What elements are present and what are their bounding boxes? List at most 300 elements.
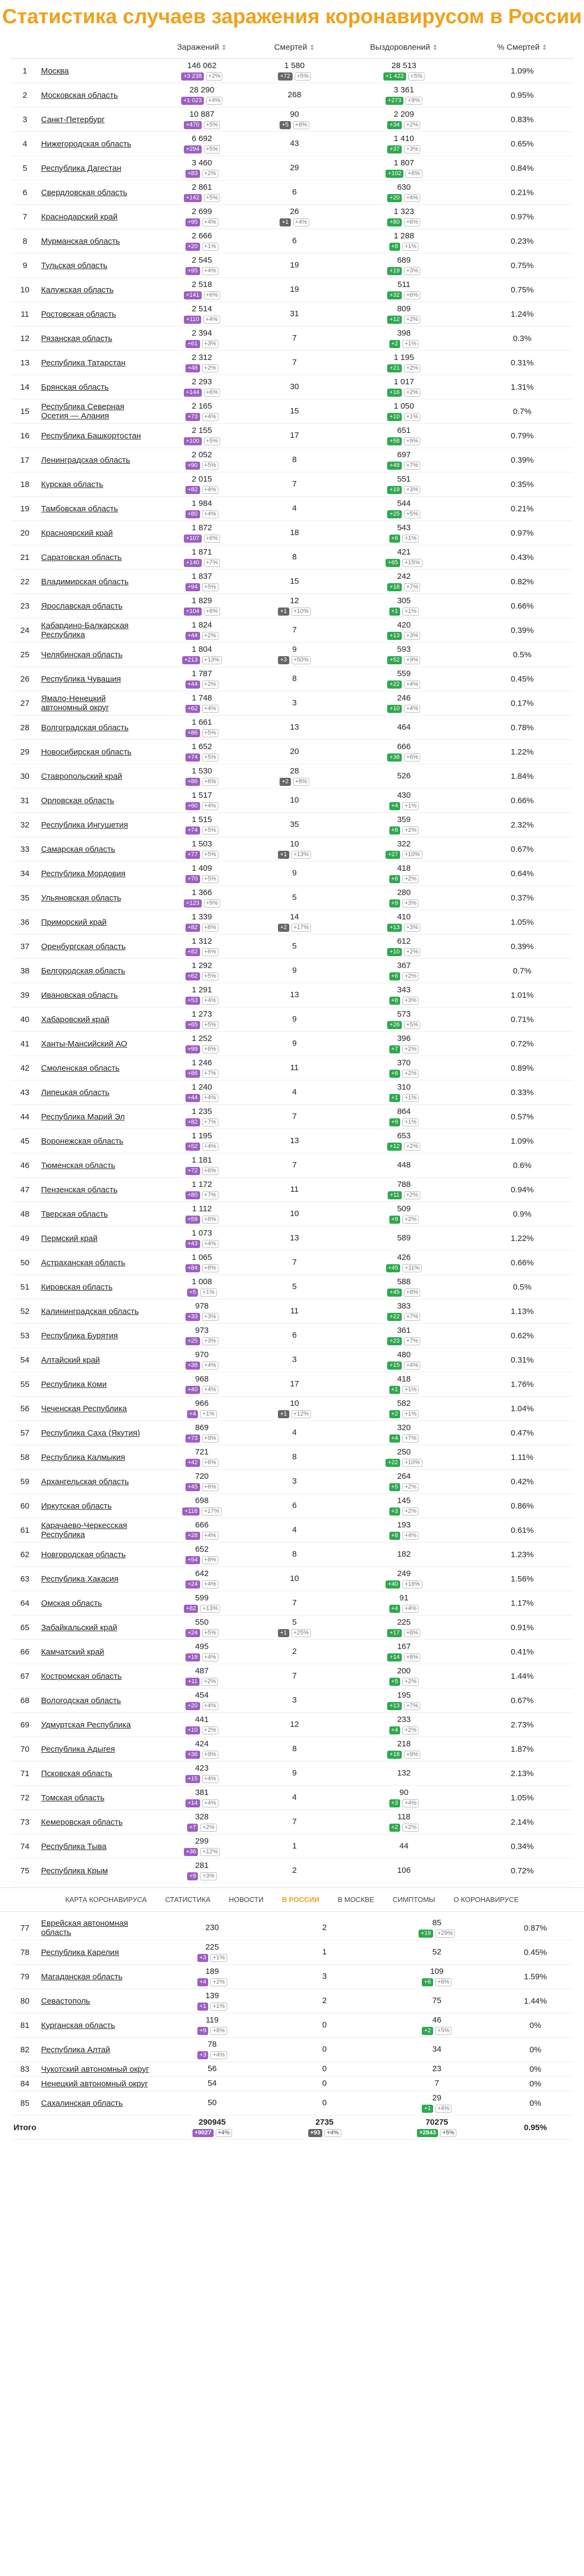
- deaths-value: 4: [292, 1525, 297, 1534]
- delta-percent: +2%: [404, 316, 420, 324]
- delta-percent: +2%: [206, 72, 222, 81]
- region-link[interactable]: Республика Калмыкия: [39, 1445, 151, 1470]
- death-pct: 0.45%: [472, 667, 573, 691]
- deaths-value: 13: [290, 990, 299, 999]
- delta-badge: +86: [185, 1070, 200, 1078]
- delta-badge: +65: [386, 559, 400, 567]
- header-deaths[interactable]: Смертей ⇕: [253, 36, 337, 59]
- region-link[interactable]: Магаданская область: [39, 1965, 151, 1989]
- region-link[interactable]: Республика Тыва: [39, 1834, 151, 1859]
- delta-percent: +6%: [202, 1483, 218, 1491]
- recovered-value: 788: [397, 1180, 411, 1189]
- infected-value: 970: [195, 1350, 209, 1359]
- death-pct: 1.01%: [472, 983, 573, 1007]
- row-index: 53: [11, 1324, 39, 1348]
- region-link[interactable]: Вологодская область: [39, 1689, 151, 1713]
- region-link[interactable]: Ростовская область: [39, 302, 151, 326]
- region-link[interactable]: Чеченская Республика: [39, 1397, 151, 1421]
- row-index: 48: [11, 1202, 39, 1226]
- infected-value: 966: [195, 1399, 209, 1408]
- row-index: 49: [11, 1226, 39, 1251]
- recovered-value: 132: [397, 1769, 411, 1778]
- delta-percent: +8%: [404, 1289, 420, 1297]
- region-link[interactable]: Ямало-Ненецкий автономный округ: [39, 691, 151, 716]
- nav-item[interactable]: О КОРОНАВИРУСЕ: [453, 1896, 519, 1904]
- delta-badge: +36: [184, 1848, 198, 1856]
- sort-icon: ⇕: [542, 44, 548, 51]
- delta-badge: +86: [185, 729, 200, 737]
- recovered-value: 242: [397, 572, 411, 581]
- region-link[interactable]: Ненецкий автономный округ: [39, 2077, 151, 2091]
- delta-badge: +20: [185, 1702, 200, 1710]
- infected-value: 1 172: [191, 1180, 213, 1189]
- table-row: [11, 618, 573, 643]
- region-link[interactable]: Белгородская область: [39, 959, 151, 983]
- region-link[interactable]: Томская область: [39, 1786, 151, 1810]
- region-link[interactable]: Орловская область: [39, 789, 151, 813]
- delta-badge: +90: [185, 462, 200, 470]
- region-link[interactable]: Приморский край: [39, 910, 151, 935]
- delta-percent: +7%: [202, 1070, 218, 1078]
- delta-percent: +2%: [402, 1824, 419, 1832]
- region-link[interactable]: Курская область: [39, 472, 151, 497]
- delta-percent: +2%: [402, 1216, 419, 1224]
- infected-value: 2 666: [191, 231, 213, 241]
- header-death-pct[interactable]: % Смертей ⇕: [472, 36, 573, 59]
- recovered-value: 383: [397, 1302, 411, 1311]
- delta-percent: +13%: [202, 656, 222, 664]
- death-pct: 0%: [497, 2077, 573, 2091]
- region-link[interactable]: Республика Мордовия: [39, 862, 151, 886]
- delta-percent: +4%: [202, 218, 218, 226]
- region-link[interactable]: Смоленская область: [39, 1056, 151, 1080]
- delta-badge: +12: [387, 316, 402, 324]
- delta-badge: +4: [187, 1410, 198, 1418]
- recovered-value: 630: [397, 183, 411, 192]
- delta-badge: +62: [185, 705, 200, 713]
- row-index: 13: [11, 351, 39, 375]
- delta-percent: +6%: [202, 948, 218, 956]
- delta-badge: +3: [389, 1507, 401, 1516]
- delta-percent: +4%: [202, 1653, 218, 1661]
- region-link[interactable]: Кировская область: [39, 1275, 151, 1299]
- delta-badge: +73: [185, 1434, 200, 1443]
- delta-badge: +72: [185, 1167, 200, 1175]
- table-row: [11, 132, 573, 156]
- header-infected[interactable]: Заражений ⇕: [151, 36, 253, 59]
- region-link[interactable]: Брянская область: [39, 375, 151, 399]
- region-link[interactable]: Тамбовская область: [39, 497, 151, 521]
- delta-percent: +5%: [204, 121, 220, 129]
- table-row: [11, 1445, 573, 1470]
- death-pct: 0.7%: [472, 959, 573, 983]
- delta-badge: +294: [184, 145, 202, 154]
- delta-badge: +1: [278, 1410, 289, 1418]
- region-link[interactable]: Ставропольский край: [39, 764, 151, 789]
- delta-badge: +44: [185, 680, 200, 689]
- region-link[interactable]: Липецкая область: [39, 1080, 151, 1105]
- row-index: 66: [11, 1640, 39, 1664]
- death-pct: 1.11%: [472, 1445, 573, 1470]
- delta-percent: +2%: [202, 680, 218, 689]
- infected-value: 1 240: [191, 1083, 213, 1092]
- region-link[interactable]: Астраханская область: [39, 1251, 151, 1275]
- region-link[interactable]: Еврейская автономная область: [39, 1916, 151, 1940]
- death-pct: 0.47%: [472, 1421, 573, 1445]
- recovered-value: 480: [397, 1350, 411, 1359]
- delta-badge: +80: [185, 510, 200, 518]
- infected-value: 1 804: [191, 645, 213, 654]
- death-pct: 0.37%: [472, 886, 573, 910]
- region-link[interactable]: Ярославская область: [39, 594, 151, 618]
- row-index: 4: [11, 132, 39, 156]
- region-link[interactable]: Калужская область: [39, 278, 151, 302]
- region-link[interactable]: Свердловская область: [39, 181, 151, 205]
- delta-badge: +2: [389, 340, 401, 348]
- row-index: 45: [11, 1129, 39, 1153]
- delta-badge: +142: [184, 194, 202, 202]
- region-link[interactable]: Мурманская область: [39, 229, 151, 253]
- region-link[interactable]: Курганская область: [39, 2013, 151, 2038]
- region-link[interactable]: Новгородская область: [39, 1543, 151, 1567]
- delta-percent: +9%: [202, 1751, 218, 1759]
- infected-value: 2 699: [191, 207, 213, 216]
- region-link[interactable]: Республика Ингушетия: [39, 813, 151, 837]
- row-index: 16: [11, 424, 39, 448]
- region-link[interactable]: Республика Карелия: [39, 1940, 151, 1965]
- delta-percent: +7%: [202, 1118, 218, 1126]
- delta-percent: +4%: [202, 705, 218, 713]
- delta-badge: +17: [387, 1629, 402, 1637]
- delta-badge: +40: [185, 1386, 200, 1394]
- table-row: [11, 2091, 573, 2115]
- region-link[interactable]: Иркутская область: [39, 1494, 151, 1518]
- delta-badge: +5: [389, 1678, 401, 1686]
- table-row: [11, 302, 573, 326]
- row-index: 18: [11, 472, 39, 497]
- delta-badge: +94: [185, 583, 200, 591]
- deaths-value: 13: [290, 723, 299, 732]
- row-index: 26: [11, 667, 39, 691]
- region-link[interactable]: Севастополь: [39, 1989, 151, 2013]
- region-link[interactable]: Пензенская область: [39, 1178, 151, 1202]
- total-row: [11, 2115, 573, 2140]
- delta-badge: +82: [185, 948, 200, 956]
- region-link[interactable]: Республика Татарстан: [39, 351, 151, 375]
- death-pct: 0.97%: [472, 521, 573, 545]
- infected-value: 1 008: [191, 1277, 213, 1286]
- deaths-value: 26: [290, 207, 299, 216]
- table-row: [11, 83, 573, 108]
- infected-value: 1 515: [191, 815, 213, 824]
- region-link[interactable]: Псковская область: [39, 1761, 151, 1786]
- infected-value: 978: [195, 1302, 209, 1311]
- deaths-value: 6: [292, 1331, 297, 1340]
- region-link[interactable]: Республика Алтай: [39, 2038, 151, 2062]
- region-link[interactable]: Тюменская область: [39, 1153, 151, 1178]
- region-link[interactable]: Оренбургская область: [39, 935, 151, 959]
- recovered-value: 200: [397, 1666, 411, 1676]
- delta-percent: +6%: [404, 291, 420, 299]
- deaths-value: 1 580: [284, 61, 305, 70]
- region-link[interactable]: Карачаево-Черкесская Республика: [39, 1518, 151, 1543]
- death-pct: 0.66%: [472, 1251, 573, 1275]
- delta-badge: +14: [185, 1799, 200, 1807]
- death-pct: 2.13%: [472, 1761, 573, 1786]
- infected-value: 381: [195, 1788, 209, 1797]
- recovered-value: 418: [397, 864, 411, 873]
- infected-value: 2 861: [191, 183, 213, 192]
- region-link[interactable]: Республика Марий Эл: [39, 1105, 151, 1129]
- region-link[interactable]: Камчатский край: [39, 1640, 151, 1664]
- region-link[interactable]: Республика Крым: [39, 1859, 151, 1883]
- table-row: [11, 862, 573, 886]
- infected-value: 139: [205, 1991, 219, 2000]
- delta-badge: +25: [185, 1337, 200, 1345]
- infected-value: 56: [207, 2064, 217, 2073]
- row-index: 38: [11, 959, 39, 983]
- delta-badge: +110: [184, 316, 201, 324]
- table-row: [11, 1543, 573, 1567]
- infected-value: 225: [205, 1943, 219, 1952]
- delta-percent: +2%: [404, 389, 420, 397]
- region-link[interactable]: Забайкальский край: [39, 1616, 151, 1640]
- region-link[interactable]: Новосибирская область: [39, 740, 151, 764]
- region-link[interactable]: Ульяновская область: [39, 886, 151, 910]
- delta-badge: +15: [185, 1775, 200, 1783]
- delta-badge: +13: [387, 1702, 402, 1710]
- delta-badge: +213: [182, 656, 200, 664]
- region-link[interactable]: Республика Чувашия: [39, 667, 151, 691]
- recovered-value: 250: [397, 1447, 411, 1457]
- row-index: 39: [11, 983, 39, 1007]
- region-link[interactable]: Челябинская область: [39, 643, 151, 667]
- region-link[interactable]: Хабаровский край: [39, 1007, 151, 1032]
- region-link[interactable]: Калининградская область: [39, 1299, 151, 1324]
- region-link[interactable]: Сахалинская область: [39, 2091, 151, 2115]
- death-pct: 0.39%: [472, 618, 573, 643]
- delta-badge: +27: [386, 851, 400, 859]
- delta-percent: +4%: [202, 1799, 218, 1807]
- region-link[interactable]: Красноярский край: [39, 521, 151, 545]
- delta-percent: +4%: [203, 316, 220, 324]
- death-pct: 0.72%: [472, 1032, 573, 1056]
- deaths-value: 90: [290, 110, 299, 119]
- deaths-value: 4: [292, 1428, 297, 1437]
- region-link[interactable]: Алтайский край: [39, 1348, 151, 1372]
- row-index: 62: [11, 1543, 39, 1567]
- death-pct: 0.62%: [472, 1324, 573, 1348]
- recovered-value: 464: [397, 723, 411, 732]
- delta-percent: +7%: [404, 1313, 420, 1321]
- infected-value: 1 235: [191, 1107, 213, 1116]
- delta-badge: +13: [387, 924, 402, 932]
- nav-item[interactable]: В РОССИИ: [282, 1896, 320, 1904]
- total-deaths: 2735: [315, 2118, 334, 2127]
- nav-item[interactable]: СТАТИСТИКА: [165, 1896, 211, 1904]
- death-pct: 0.66%: [472, 789, 573, 813]
- delta-badge: +62: [185, 972, 200, 980]
- region-link[interactable]: Кабардино-Балкарская Республика: [39, 618, 151, 643]
- delta-percent: +6%: [293, 121, 309, 129]
- delta-percent: +1%: [402, 608, 419, 616]
- death-pct: 0.3%: [472, 326, 573, 351]
- row-index: 24: [11, 618, 39, 643]
- row-index: 52: [11, 1299, 39, 1324]
- table-row: [11, 1616, 573, 1640]
- recovered-value: 666: [397, 742, 411, 751]
- row-index: 70: [11, 1737, 39, 1761]
- delta-percent: +3%: [404, 267, 420, 275]
- region-link[interactable]: Кемеровская область: [39, 1810, 151, 1834]
- nav-item[interactable]: НОВОСТИ: [229, 1896, 264, 1904]
- deaths-value: 9: [292, 1769, 297, 1778]
- infected-value: 720: [195, 1472, 209, 1481]
- death-pct: 0.64%: [472, 862, 573, 886]
- row-index: 11: [11, 302, 39, 326]
- delta-badge: +95: [185, 267, 200, 275]
- delta-percent: +1%: [402, 1118, 419, 1126]
- region-link[interactable]: Республика Северная Осетия — Алания: [39, 399, 151, 424]
- infected-value: 454: [195, 1691, 209, 1700]
- region-link[interactable]: Архангельская область: [39, 1470, 151, 1494]
- delta-badge: +38: [185, 1362, 200, 1370]
- region-link[interactable]: Республика Саха (Якутия): [39, 1421, 151, 1445]
- region-link[interactable]: Нижегородская область: [39, 132, 151, 156]
- recovered-value: 90: [399, 1788, 409, 1797]
- recovered-value: 582: [397, 1399, 411, 1408]
- nav-item[interactable]: В МОСКВЕ: [337, 1896, 374, 1904]
- row-index: 65: [11, 1616, 39, 1640]
- row-index: 22: [11, 570, 39, 594]
- delta-badge: +43: [185, 1240, 200, 1248]
- page-title: Статистика случаев заражения коронавирусом в России: [2, 5, 582, 28]
- row-index: 50: [11, 1251, 39, 1275]
- deaths-value: 17: [290, 431, 299, 440]
- infected-value: 10 887: [189, 110, 215, 119]
- infected-value: 281: [195, 1861, 209, 1870]
- region-link[interactable]: Московская область: [39, 83, 151, 108]
- region-link[interactable]: Рязанская область: [39, 326, 151, 351]
- delta-percent: +13%: [291, 851, 311, 859]
- region-link[interactable]: Республика Дагестан: [39, 156, 151, 181]
- death-pct: 0.39%: [472, 935, 573, 959]
- region-link[interactable]: Владимирская область: [39, 570, 151, 594]
- deaths-value: 3: [292, 1696, 297, 1705]
- death-pct: 1.05%: [472, 1786, 573, 1810]
- table-row: [11, 1105, 573, 1129]
- row-index: 75: [11, 1859, 39, 1883]
- table-row: [11, 399, 573, 424]
- region-link[interactable]: Москва: [39, 59, 151, 83]
- region-link[interactable]: Краснодарский край: [39, 205, 151, 229]
- delta-percent: +29%: [435, 1930, 455, 1938]
- region-link[interactable]: Самарская область: [39, 837, 151, 862]
- recovered-value: 612: [397, 937, 411, 946]
- table-row: [11, 740, 573, 764]
- delta-percent: +17%: [291, 924, 311, 932]
- deaths-value: 12: [290, 596, 299, 605]
- delta-percent: +2%: [404, 1143, 420, 1151]
- delta-percent: +2%: [402, 875, 419, 883]
- delta-percent: +5%: [202, 875, 218, 883]
- deaths-value: 8: [292, 1744, 297, 1753]
- region-link[interactable]: Костромская область: [39, 1664, 151, 1689]
- region-link[interactable]: Воронежская область: [39, 1129, 151, 1153]
- header-recovered[interactable]: Выздоровлений ⇕: [336, 36, 471, 59]
- table-row: [11, 205, 573, 229]
- region-link[interactable]: Ленинградская область: [39, 448, 151, 472]
- deaths-value: 15: [290, 577, 299, 586]
- table-row: [11, 2013, 573, 2038]
- region-link[interactable]: Республика Бурятия: [39, 1324, 151, 1348]
- table-row: [11, 1129, 573, 1153]
- table-row: [11, 1251, 573, 1275]
- infected-value: 666: [195, 1520, 209, 1530]
- region-link[interactable]: Ивановская область: [39, 983, 151, 1007]
- infected-value: 652: [195, 1545, 209, 1554]
- table-row: [11, 667, 573, 691]
- region-link[interactable]: Республика Башкортостан: [39, 424, 151, 448]
- death-pct: 0.7%: [472, 399, 573, 424]
- delta-badge: +10: [387, 705, 402, 713]
- delta-badge: +34: [387, 121, 402, 129]
- deaths-value: 10: [290, 839, 299, 849]
- region-link[interactable]: Удмуртская Республика: [39, 1713, 151, 1737]
- region-link[interactable]: Республика Адыгея: [39, 1737, 151, 1761]
- delta-percent: +4%: [324, 2129, 341, 2137]
- region-link[interactable]: Республика Хакасия: [39, 1567, 151, 1591]
- table-row: [11, 1664, 573, 1689]
- region-link[interactable]: Тульская область: [39, 253, 151, 278]
- recovered-value: 410: [397, 912, 411, 922]
- region-link[interactable]: Омская область: [39, 1591, 151, 1616]
- region-link[interactable]: Тверская область: [39, 1202, 151, 1226]
- delta-badge: +99: [185, 1045, 200, 1053]
- delta-badge: +14: [387, 1653, 402, 1661]
- infected-value: 1 292: [191, 961, 213, 970]
- infected-value: 2 312: [191, 353, 213, 362]
- region-link[interactable]: Саратовская область: [39, 545, 151, 570]
- row-index: 2: [11, 83, 39, 108]
- row-index: 6: [11, 181, 39, 205]
- region-link[interactable]: Пермский край: [39, 1226, 151, 1251]
- nav-item[interactable]: СИМПТОМЫ: [392, 1896, 435, 1904]
- table-row: [11, 570, 573, 594]
- deaths-value: 0: [322, 2064, 327, 2073]
- region-link[interactable]: Волгоградская область: [39, 716, 151, 740]
- delta-badge: +82: [185, 1118, 200, 1126]
- region-link[interactable]: Ханты-Мансийский АО: [39, 1032, 151, 1056]
- deaths-value: 5: [292, 942, 297, 951]
- delta-badge: +11: [388, 1191, 402, 1199]
- death-pct: 1.31%: [472, 375, 573, 399]
- table-row: [11, 1397, 573, 1421]
- region-link[interactable]: Чукотский автономный округ: [39, 2062, 151, 2077]
- infected-value: 1 824: [191, 620, 213, 630]
- delta-badge: +72: [278, 72, 293, 81]
- delta-badge: +22: [387, 680, 402, 689]
- region-link[interactable]: Республика Коми: [39, 1372, 151, 1397]
- delta-percent: +8%: [202, 1264, 218, 1272]
- region-link[interactable]: Санкт-Петербург: [39, 108, 151, 132]
- deaths-value: 3: [292, 1477, 297, 1486]
- nav-item[interactable]: КАРТА КОРОНАВИРУСА: [65, 1896, 147, 1904]
- deaths-value: 9: [292, 869, 297, 878]
- delta-badge: +86: [185, 778, 200, 786]
- delta-badge: +19: [387, 267, 402, 275]
- recovered-value: 195: [397, 1691, 411, 1700]
